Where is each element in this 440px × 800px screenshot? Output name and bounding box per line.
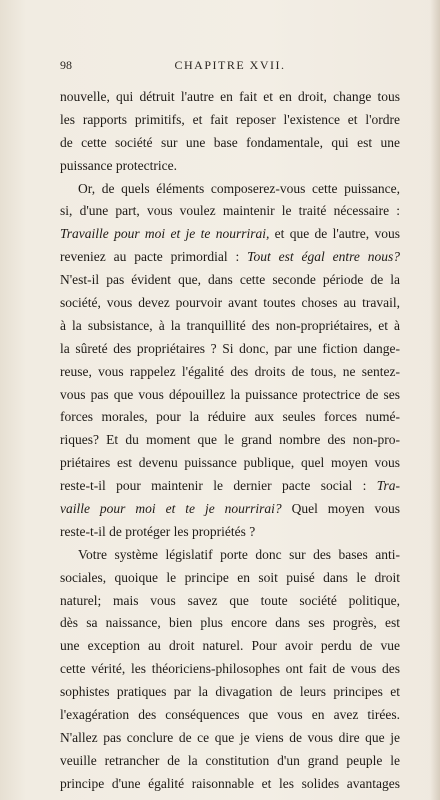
text-segment: priétaires est devenu puissance publique, quel moyen vous bbox=[60, 455, 400, 471]
text-segment: à la subsistance, à la tranquillité des non-propriétaires, et à bbox=[60, 317, 400, 333]
text-segment: et que de l'autre, vous bbox=[269, 226, 400, 242]
text-line bbox=[60, 269, 400, 292]
text-segment: Quel moyen vous bbox=[281, 501, 400, 517]
text-segment: N'allez pas conclure de ce que je viens de vous dire que je bbox=[60, 729, 400, 745]
italic-text: Tout est égal entre nous? bbox=[247, 249, 401, 265]
text-line bbox=[60, 750, 400, 773]
text-line bbox=[60, 86, 400, 109]
page-header bbox=[60, 58, 400, 74]
text-segment: reveniez au pacte primordial : bbox=[60, 249, 248, 265]
italic-text: vaille pour moi et te je nourrirai? bbox=[60, 501, 282, 517]
text-line bbox=[60, 452, 400, 475]
text-line bbox=[60, 384, 400, 407]
text-segment: N'est-il pas évident que, dans cette seconde période de la bbox=[60, 272, 400, 288]
text-segment: l'exagération des conséquences que vous en avez tirées. bbox=[60, 707, 400, 723]
text-segment: Or, de quels éléments composerez-vous cette puissance, bbox=[78, 180, 400, 196]
text-line bbox=[60, 567, 400, 590]
text-segment: sociales, quoique le principe en soit puisé dans le droit bbox=[60, 569, 400, 585]
text-line bbox=[60, 727, 400, 750]
text-segment: une exception au droit naturel. Pour avoir perdu de vue bbox=[60, 638, 400, 654]
text-line bbox=[60, 361, 400, 384]
text-segment: naturel; mais vous savez que toute société politique, bbox=[60, 592, 400, 608]
text-segment: puissance protectrice. bbox=[60, 157, 177, 173]
running-head: CHAPITRE XVII. bbox=[174, 58, 286, 72]
text-line bbox=[60, 521, 400, 544]
text-line bbox=[60, 544, 400, 567]
text-segment: de cette société sur une base fondamentale, qui est une bbox=[60, 134, 400, 150]
text-segment: reuse, vous rappelez l'égalité des droits de tous, ne sentez- bbox=[60, 363, 400, 379]
text-line bbox=[60, 475, 400, 498]
text-segment: vous pas que vous dépouillez la puissance protectrice de ses bbox=[60, 386, 400, 402]
text-segment: nouvelle, qui détruit l'autre en fait et en droit, change tous bbox=[60, 89, 400, 104]
text-segment: Votre système législatif porte donc sur des bases anti- bbox=[78, 546, 400, 562]
text-line bbox=[60, 681, 400, 704]
page-edge-shadow bbox=[430, 0, 440, 800]
text-line bbox=[60, 429, 400, 452]
text-line bbox=[60, 635, 400, 658]
italic-text: Travaille pour moi et je te nourrirai, bbox=[60, 226, 270, 242]
text-line bbox=[60, 109, 400, 132]
text-segment: dès sa naissance, bien plus encore dans ses progrès, est bbox=[60, 615, 400, 631]
text-line bbox=[60, 132, 400, 155]
text-segment: riques? Et du moment que le grand nombre des non-pro- bbox=[60, 432, 400, 448]
text-segment: principe d'une égalité raisonnable et les solides avantages bbox=[60, 775, 400, 791]
text-segment: cette vérité, les théoriciens-philosophes ont fait de vous des bbox=[60, 661, 400, 677]
text-segment: société, vous devez pourvoir avant toutes choses au travail, bbox=[60, 295, 400, 311]
text-line bbox=[60, 292, 400, 315]
text-line bbox=[60, 704, 400, 727]
text-line bbox=[60, 498, 400, 521]
page-number: 98 bbox=[60, 58, 72, 72]
text-segment: veuille retrancher de la constitution d'un grand peuple le bbox=[60, 752, 400, 768]
text-line bbox=[60, 612, 400, 635]
text-segment: reste-t-il pour maintenir le dernier pacte social : bbox=[60, 478, 377, 494]
text-segment: les rapports primitifs, et fait reposer l'existence et l'ordre bbox=[60, 111, 400, 127]
text-segment: la sûreté des propriétaires ? Si donc, par une fiction dange- bbox=[60, 340, 400, 356]
text-line bbox=[60, 200, 400, 223]
text-line bbox=[60, 246, 400, 269]
italic-text: Tra- bbox=[376, 478, 400, 494]
text-line bbox=[60, 658, 400, 681]
text-segment: forces morales, pour la réduire aux seules forces numé- bbox=[60, 409, 400, 425]
text-segment: si, d'une part, vous voulez maintenir le traité nécessaire : bbox=[60, 203, 400, 219]
text-segment: sophistes pratiques par la divagation de leurs principes et bbox=[60, 684, 400, 700]
text-line bbox=[60, 590, 400, 613]
text-line bbox=[60, 315, 400, 338]
text-segment: reste-t-il de protéger les propriétés ? bbox=[60, 523, 256, 539]
body-text bbox=[60, 86, 400, 796]
text-line bbox=[60, 406, 400, 429]
text-line bbox=[60, 773, 400, 796]
text-line bbox=[60, 178, 400, 201]
text-line bbox=[60, 223, 400, 246]
text-line bbox=[60, 338, 400, 361]
text-line bbox=[60, 155, 400, 178]
